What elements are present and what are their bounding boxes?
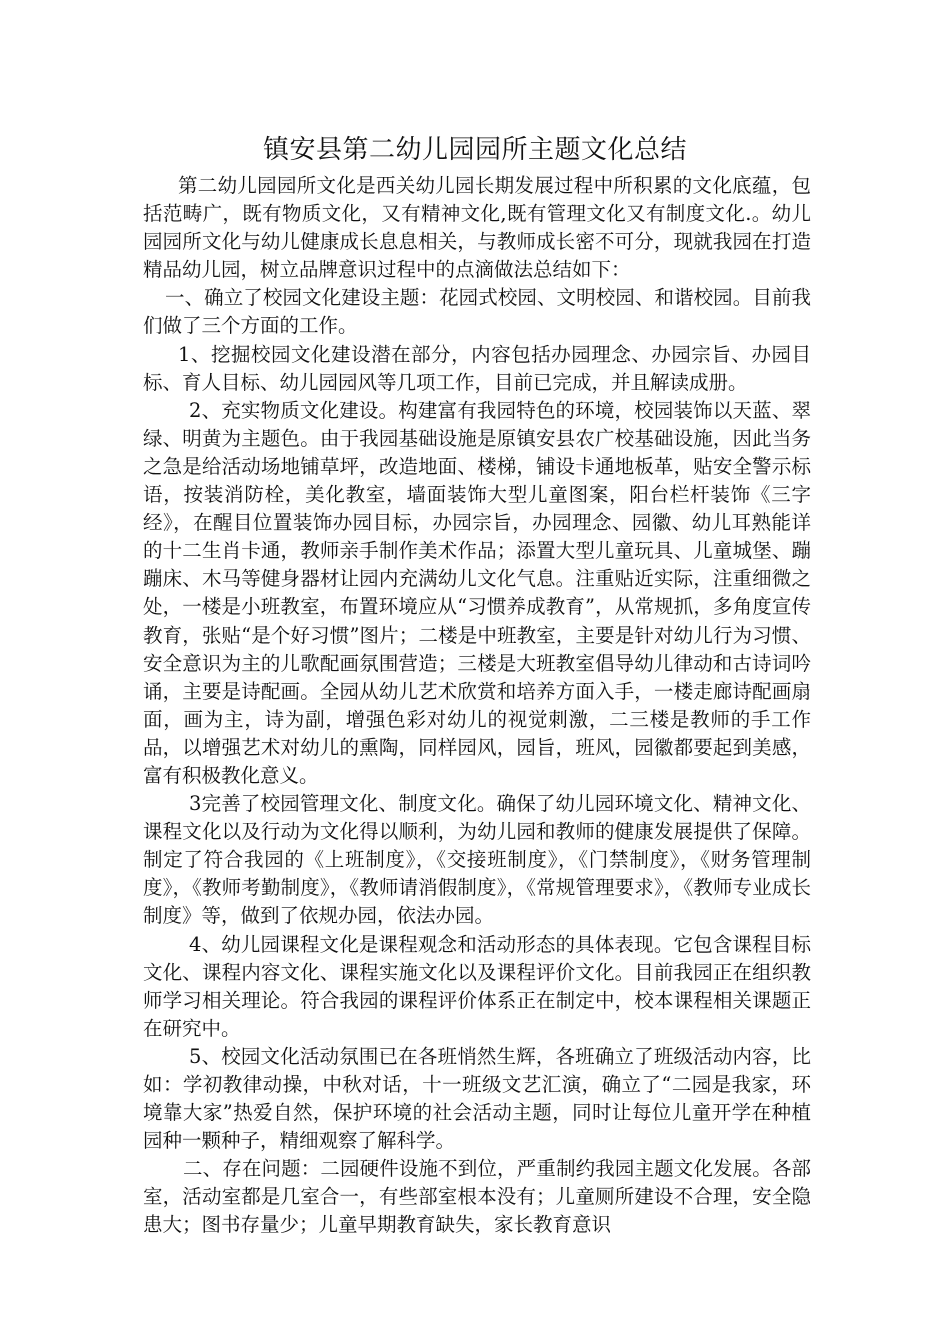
item-4-paragraph: 4、幼儿园课程文化是课程观念和活动形态的具体表现。它包含课程目标文化、课程内容文化、课程实施文化以及课程评价文化。目前我园正在组织教师学习相关理论。符合我园的课程评价体系正在制定中，校本课程相关课题正在研究中。 [143,932,811,1040]
document-title: 镇安县第二幼儿园园所主题文化总结 [262,135,687,165]
item-5-paragraph: 5、校园文化活动氛围已在各班悄然生辉，各班确立了班级活动内容，比如：学初教律动操，中秋对话，十一班级文艺汇演，确立了“二园是我家，环境靠大家”热爱自然，保护环境的社会活动主题，同时让每位儿童开学在种植园种一颗种子，精细观察了解科学。 [143,1044,811,1153]
intro-paragraph: 第二幼儿园园所文化是西关幼儿园长期发展过程中所积累的文化底蕴，包括范畴广，既有物质文化，又有精神文化,既有管理文化又有制度文化.。幼儿园园所文化与幼儿健康成长息息相关，与教师成长密不可分，现就我园在打造精品幼儿园，树立品牌意识过程中的点滴做法总结如下： [143,174,811,282]
item-2-paragraph: 2、充实物质文化建设。构建富有我园特色的环境，校园装饰以天蓝、翠绿、明黄为主题色。由于我园基础设施是原镇安县农广校基础设施，因此当务之急是给活动场地铺草坪，改造地面、楼梯，铺设卡通地板革，贴安全警示标语，按装消防栓，美化教室，墙面装饰大型儿童图案，阳台栏杆装饰《三字经》，在醒目位置装饰办园目标，办园宗旨，办园理念、园徽、幼儿耳熟能详的十二生肖卡通，教师亲手制作美术作品；添置大型儿童玩具、儿童城堡、蹦蹦床、木马等健身器材让园内充满幼儿文化气息。注重贴近实际，注重细微之处，一楼是小班教室，布置环境应从“习惯养成教育”，从常规抓，多角度宣传教育，张贴“是个好习惯”图片；二楼是中班教室，主要是针对幼儿行为习惯、安全意识为主的儿歌配画氛围营造；三楼是大班教室倡导幼儿律动和古诗词吟诵，主要是诗配画。全园从幼儿艺术欣赏和培养方面入手，一楼走廊诗配画扇面，画为主，诗为副，增强色彩对幼儿的视觉刺激，二三楼是教师的手工作品，以增强艺术对幼儿的熏陶，同样园风，园旨，班风，园徽都要起到美感，富有积极教化意义。 [143,398,811,787]
item-3-paragraph: 3完善了校园管理文化、制度文化。确保了幼儿园环境文化、精神文化、课程文化以及行动为文化得以顺利，为幼儿园和教师的健康发展提供了保障。制定了符合我园的《上班制度》，《交接班制度》，《门禁制度》，《财务管理制度》，《教师考勤制度》，《教师请消假制度》，《常规管理要求》，《教师专业成长制度》等，做到了依规办园，依法办园。 [143,792,811,928]
section-two-paragraph: 二、存在问题：二园硬件设施不到位，严重制约我园主题文化发展。各部室，活动室都是几室合一，有些部室根本没有；儿童厕所建设不合理，安全隐患大；图书存量少；儿童早期教育缺失，家长教育意识 [143,1157,811,1237]
section-one-heading-paragraph: 一、确立了校园文化建设主题：花园式校园、文明校园、和谐校园。目前我们做了三个方面的工作。 [143,286,811,338]
document-body [143,172,811,1342]
item-1-paragraph: 1、挖掘校园文化建设潜在部分，内容包括办园理念、办园宗旨、办园目标、育人目标、幼儿园园风等几项工作，目前已完成，并且解读成册。 [143,342,811,394]
